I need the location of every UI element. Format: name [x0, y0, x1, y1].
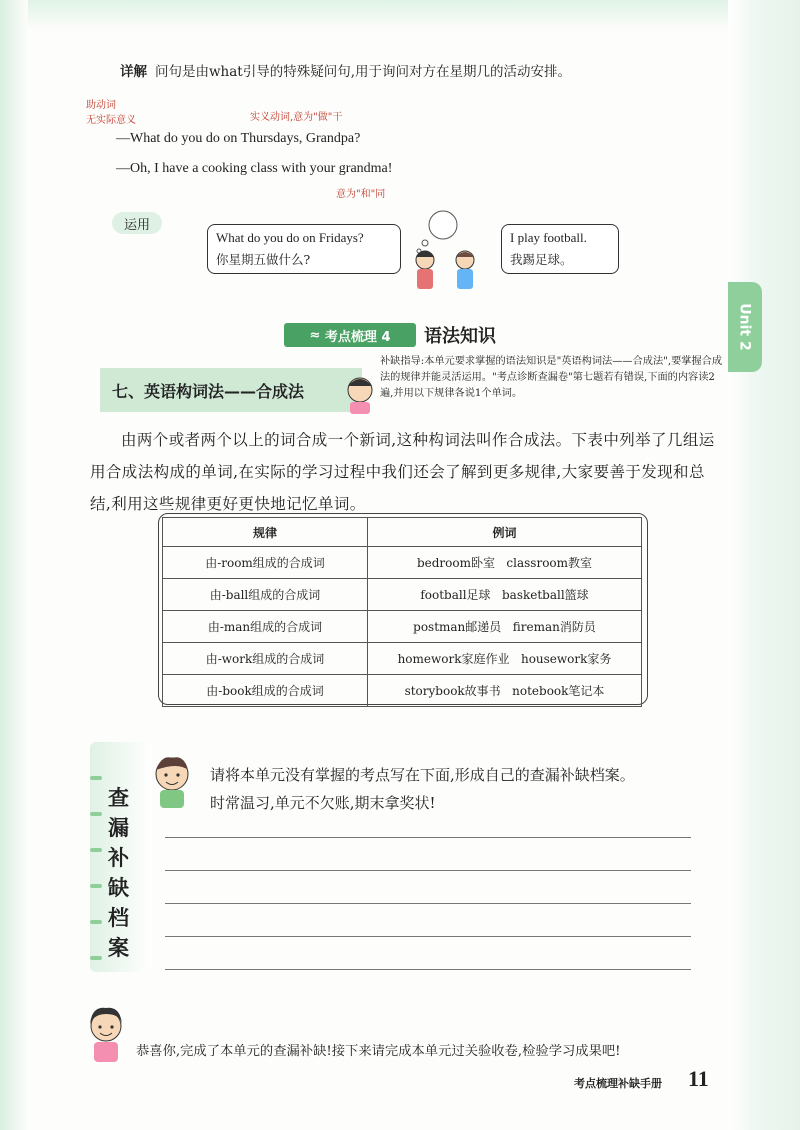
dash-decoration [90, 956, 102, 960]
table-row [163, 675, 642, 707]
congrats-text: 恭喜你,完成了本单元的查漏补缺!接下来请完成本单元过关验收卷,检验学习成果吧! [136, 1044, 621, 1059]
speech-bubble-right [501, 224, 619, 274]
dash-decoration [90, 776, 102, 780]
table-header: 规律 [163, 518, 368, 547]
review-title-char: 补 [108, 846, 129, 870]
unit-tab-label: Unit 2 [737, 303, 754, 351]
practice-label: 运用 [112, 212, 162, 234]
table-cell: homework家庭作业 housework家务 [368, 643, 642, 675]
example-line-2: —Oh, I have a cooking class with your grandma! [116, 161, 393, 176]
table-cell: 由-man组成的合成词 [163, 611, 368, 643]
review-title-char: 漏 [108, 816, 129, 840]
bubble-left-en: What do you do on Fridays? [216, 230, 364, 245]
top-decoration [0, 0, 800, 30]
table-cell: 由-ball组成的合成词 [163, 579, 368, 611]
grammar-heading [100, 368, 362, 412]
bubble-right-en: I play football. [510, 230, 587, 245]
note-meaning-and: 意为"和"同 [336, 189, 386, 200]
table-cell: 由-room组成的合成词 [163, 547, 368, 579]
page-number: 11 [688, 1066, 709, 1091]
unit-tab[interactable] [728, 282, 762, 372]
writing-line[interactable] [165, 837, 691, 838]
table-cell: 由-book组成的合成词 [163, 675, 368, 707]
table-cell: bedroom卧室 classroom教室 [368, 547, 642, 579]
explanation-label: 详解 [120, 64, 147, 80]
table-row [163, 579, 642, 611]
review-title-char: 档 [108, 906, 129, 930]
tip-text: 补缺指导:本单元要求掌握的语法知识是"英语构词法——合成法",要掌握合成法的规律并能灵活运用。"考点诊断查漏卷"第七题若有错误,下面的内容读2遍,并用以下规律各说1个单词。 [380, 356, 723, 399]
table-header: 例词 [368, 518, 642, 547]
note-helper-verb: 助动词 [86, 100, 116, 111]
writing-line[interactable] [165, 903, 691, 904]
table-row [163, 547, 642, 579]
explanation-text: 问句是由what引导的特殊疑问句,用于询问对方在星期几的活动安排。 [155, 64, 572, 80]
explanation [120, 60, 571, 80]
kid-avatar-small [340, 372, 380, 416]
dash-decoration [90, 848, 102, 852]
review-instruction-1: 请将本单元没有掌握的考点写在下面,形成自己的查漏补缺档案。 [210, 766, 635, 784]
note-main-verb: 实义动词,意为"做"干 [250, 112, 343, 123]
review-instruction-2: 时常温习,单元不欠账,期末拿奖状! [210, 794, 436, 812]
speech-bubble-left [207, 224, 401, 274]
kids-illustration [395, 205, 495, 300]
table-cell: storybook故事书 notebook笔记本 [368, 675, 642, 707]
table-cell: football足球 basketball篮球 [368, 579, 642, 611]
compound-words-table [162, 517, 642, 707]
table-row [163, 643, 642, 675]
intro-paragraph: 由两个或者两个以上的词合成一个新词,这种构词法叫作合成法。下表中列举了几组运用合成法构成的单词,在实际的学习过程中我们还会了解到更多规律,大家要善于发现和总结,利用这些规律更好更快地记忆单词。 [90, 431, 715, 513]
table-cell: postman邮递员 fireman消防员 [368, 611, 642, 643]
table-cell: 由-work组成的合成词 [163, 643, 368, 675]
review-title-char: 案 [108, 936, 129, 960]
dash-decoration [90, 920, 102, 924]
bubble-left-zh: 你星期五做什么? [216, 252, 311, 267]
grammar-heading-text: 七、英语构词法——合成法 [112, 381, 305, 401]
girl-avatar [80, 1002, 132, 1066]
bubble-right-zh: 我踢足球。 [510, 252, 573, 267]
section-banner: ≈ 考点梳理 4 [284, 323, 416, 347]
table-header-row [163, 518, 642, 547]
review-title-char: 缺 [108, 876, 129, 900]
writing-line[interactable] [165, 870, 691, 871]
review-title-char: 查 [108, 786, 129, 810]
left-edge-decoration [0, 0, 28, 1130]
writing-line[interactable] [165, 936, 691, 937]
note-no-meaning: 无实际意义 [86, 115, 136, 126]
example-line-1: —What do you do on Thursdays, Grandpa? [116, 131, 361, 146]
footer-book-title: 考点梳理补缺手册 [574, 1077, 662, 1090]
dash-decoration [90, 812, 102, 816]
right-margin [728, 0, 800, 1130]
table-row [163, 611, 642, 643]
writing-line[interactable] [165, 969, 691, 970]
section-banner-label: 考点梳理 4 [324, 329, 391, 345]
section-title: 语法知识 [424, 326, 496, 347]
dash-decoration [90, 884, 102, 888]
boy-avatar [148, 752, 196, 810]
